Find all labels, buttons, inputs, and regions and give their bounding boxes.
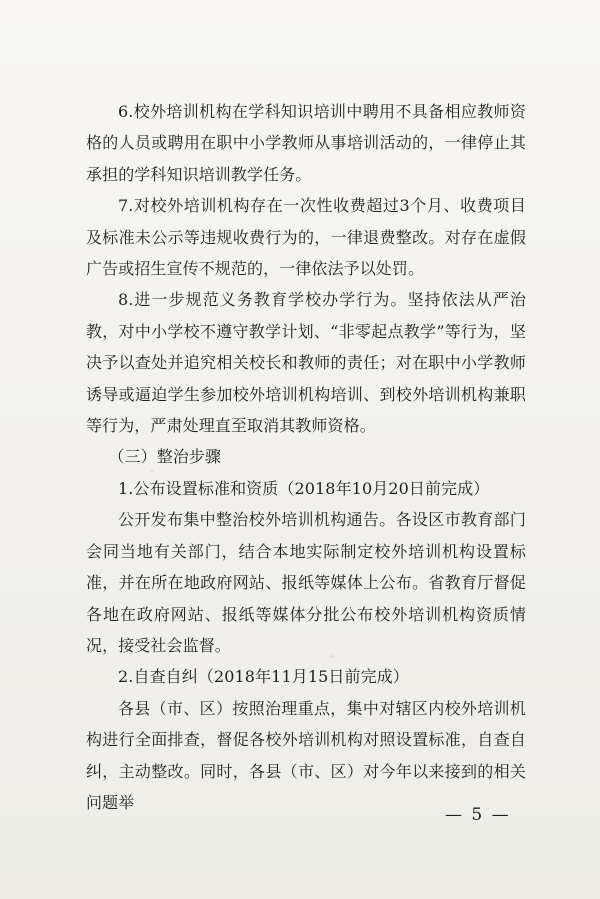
step-2-title: 2.自查自纠（2018年11月15日前完成）	[118, 667, 409, 687]
document-body	[86, 96, 526, 818]
paragraph-item-6: 6.校外培训机构在学科知识培训中聘用不具备相应教师资格的人员或聘用在职中小学教师从事培训活动的，一律停止其承担的学科知识培训教学任务。	[86, 102, 526, 184]
step-1-body: 公开发布集中整治校外培训机构通告。各设区市教育部门会同当地有关部门，结合本地实际制定校外培训机构设置标准，并在所在地政府网站、报纸等媒体上公布。省教育厅督促各地在政府网站、报纸等媒体分批公布校外培训机构资质情况，接受社会监督。	[86, 510, 526, 655]
paragraph-item-8: 8.进一步规范义务教育学校办学行为。坚持依法从严治教，对中小学校不遵守教学计划、“非零起点教学”等行为，坚决予以查处并追究相关校长和教师的责任；对在职中小学教师诱导或逼迫学生参加校外培训机构培训、到校外培训机构兼职等行为，严肃处理直至取消其教师资格。	[86, 290, 526, 436]
section-heading: （三）整治步骤	[108, 447, 222, 467]
page-number: — 5 —	[445, 805, 511, 825]
step-1-title: 1.公布设置标准和资质（2018年10月20日前完成）	[118, 478, 490, 498]
step-2-body: 各县（市、区）按照治理重点，集中对辖区内校外培训机构进行全面排查，督促各校外培训机构对照设置标准，自查自纠，主动整改。同时，各县（市、区）对今年以来接到的相关问题举	[86, 698, 526, 812]
paragraph-item-7: 7.对校外培训机构存在一次性收费超过3个月、收费项目及标准未公示等违规收费行为的，一律退费整改。对存在虚假广告或招生宣传不规范的，一律依法予以处罚。	[86, 196, 526, 279]
